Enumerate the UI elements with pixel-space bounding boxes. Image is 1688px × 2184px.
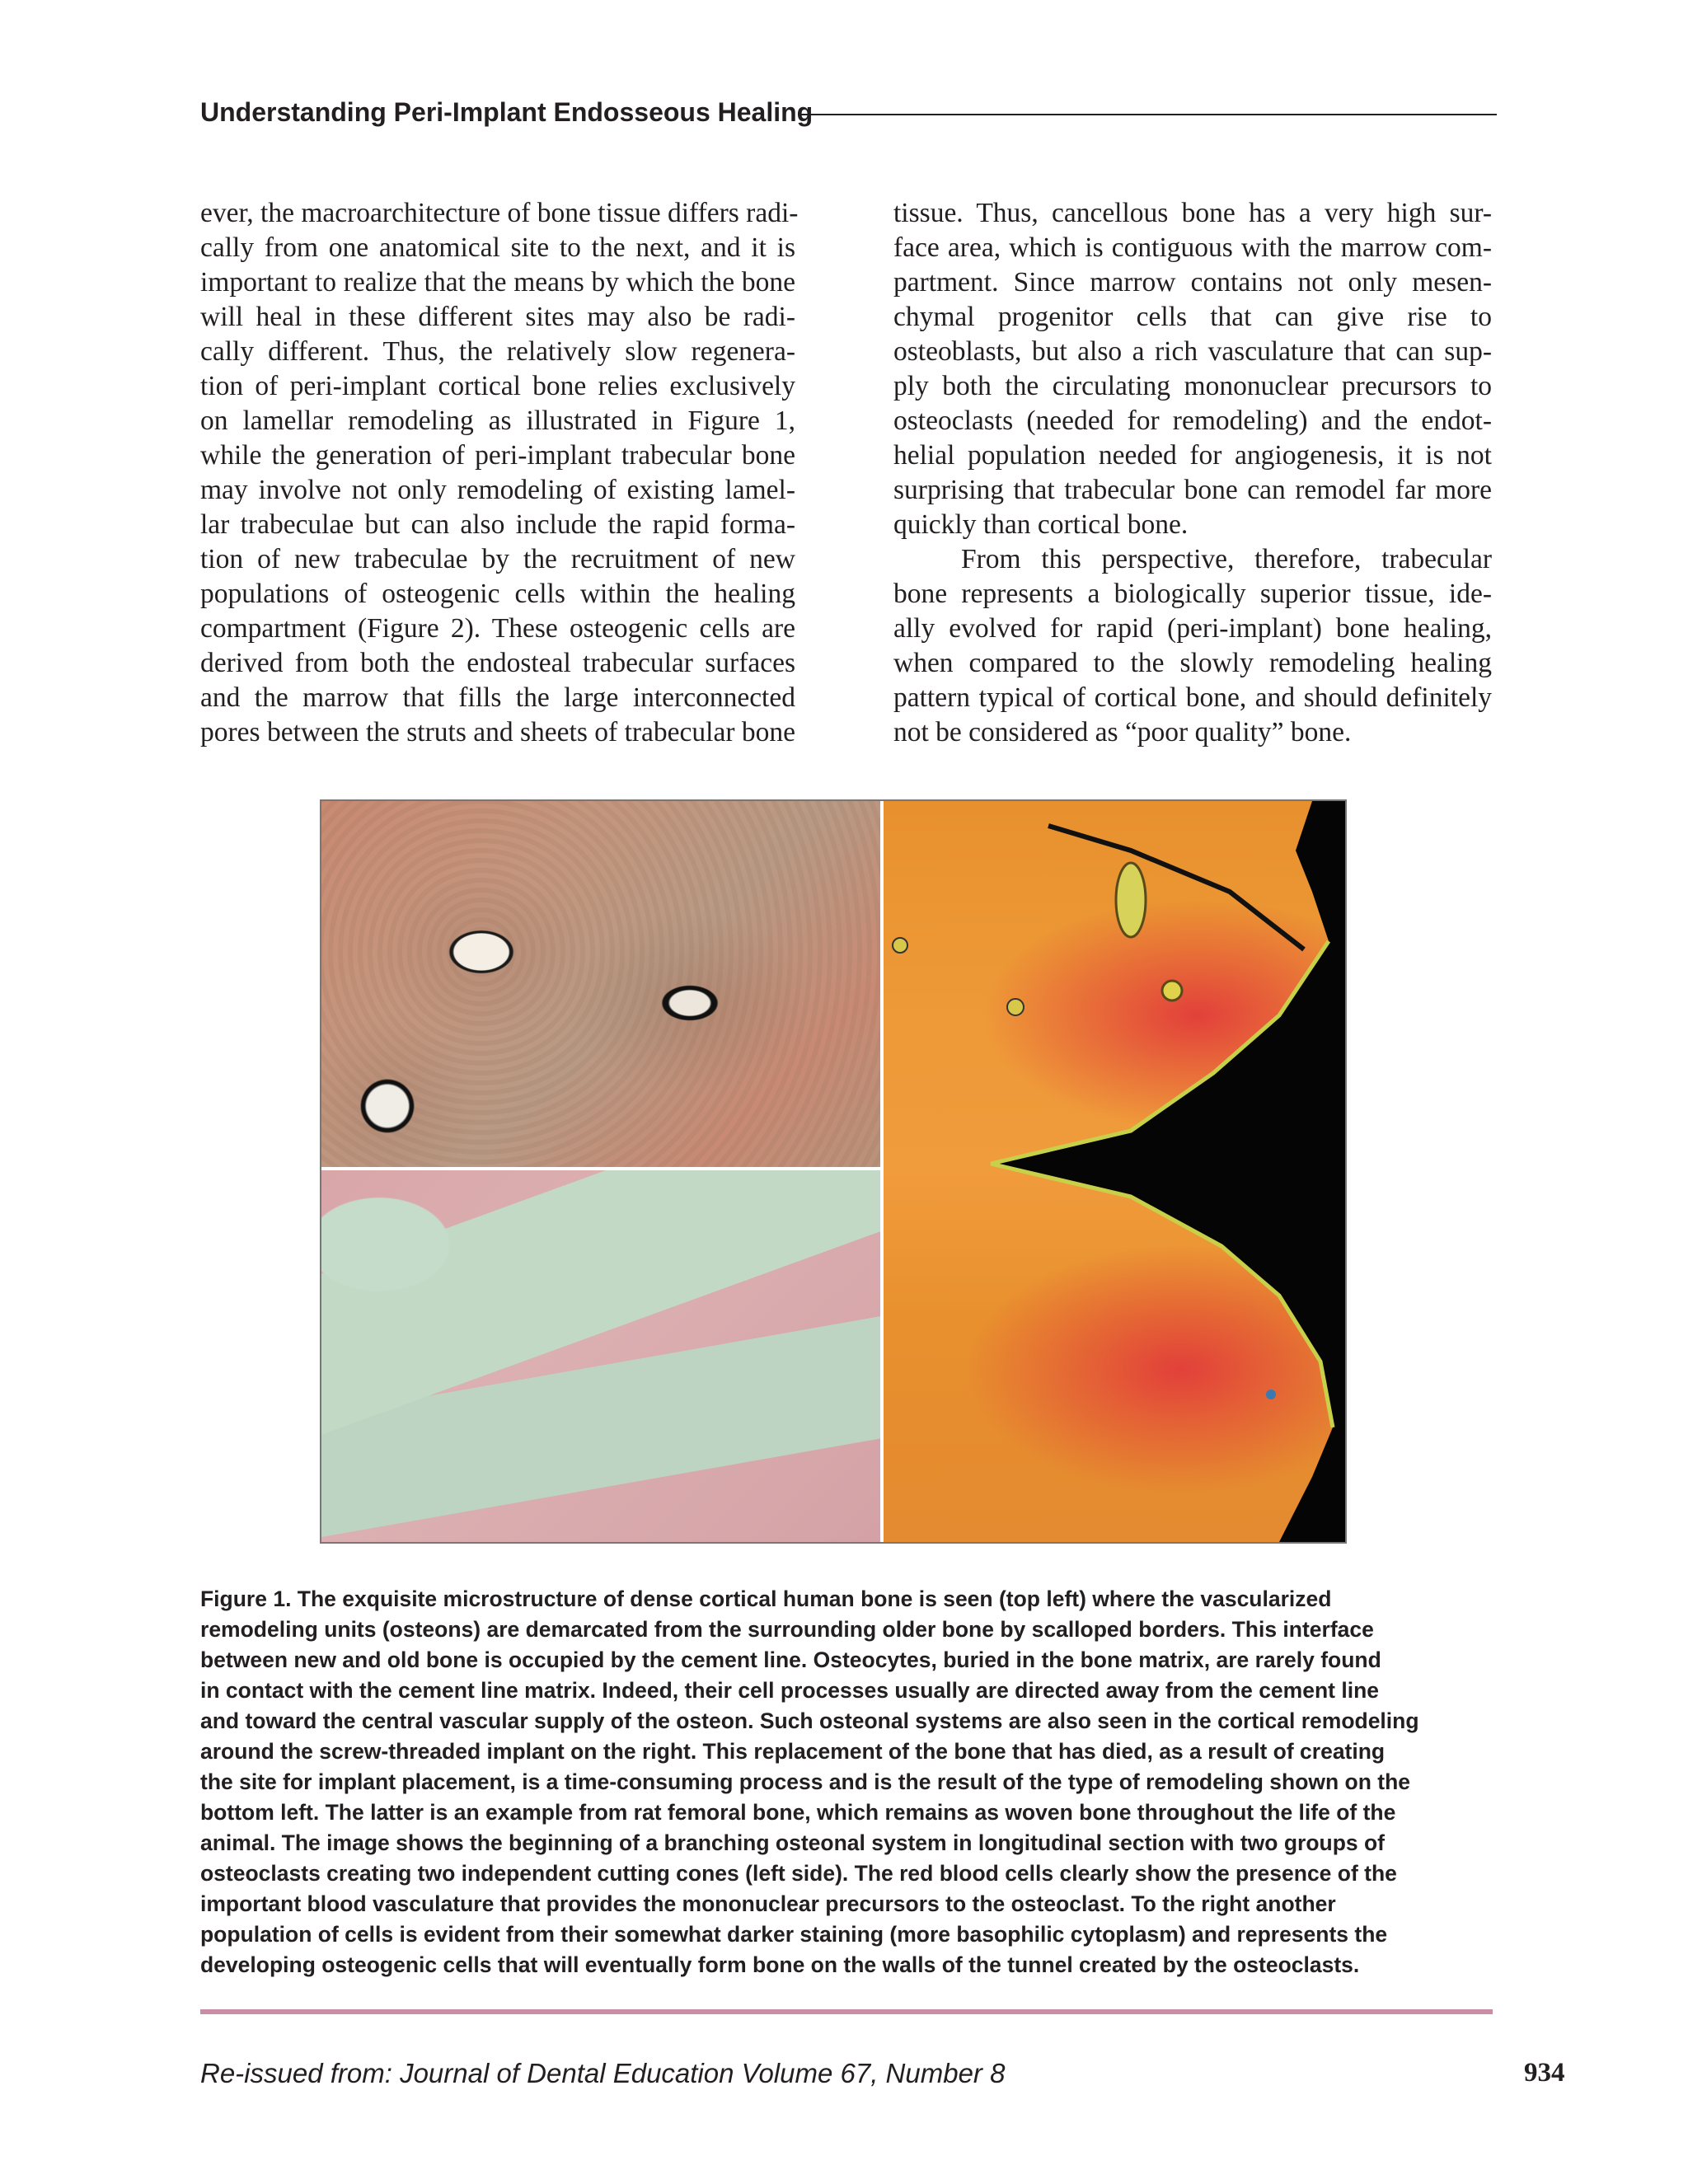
running-title: Understanding Peri-Implant Endosseous Healing bbox=[200, 97, 814, 127]
footer-source: Re-issued from: Journal of Dental Education Volume 67, Number 8 bbox=[200, 2058, 1006, 2088]
cortical-bone-osteons-micrograph bbox=[321, 801, 880, 1167]
text-line: osteoblasts, but also a rich vasculature that can sup- bbox=[893, 336, 1492, 367]
text-line: will heal in these different sites may also be radi- bbox=[200, 302, 795, 332]
rat-femoral-bone-cutting-cones-micrograph bbox=[321, 1170, 880, 1542]
text-line: helial population needed for angiogenesis, it is not bbox=[893, 440, 1492, 471]
screw-threaded-implant-micrograph bbox=[884, 801, 1345, 1542]
body-right-column bbox=[893, 196, 1492, 750]
caption-line: osteoclasts creating two independent cutting cones (left side). The red blood cells clearly show the presence of the bbox=[200, 1861, 1397, 1886]
text-line: From this perspective, therefore, trabecular bbox=[961, 544, 1492, 574]
caption-line: developing osteogenic cells that will eventually form bone on the walls of the tunnel created by the osteoclasts. bbox=[200, 1952, 1360, 1977]
text-line: may involve not only remodeling of existing lamel- bbox=[200, 475, 795, 505]
caption-line: the site for implant placement, is a time-consuming process and is the result of the type of remodeling shown on the bbox=[200, 1769, 1411, 1794]
text-line: compartment (Figure 2). These osteogenic cells are bbox=[200, 613, 795, 644]
header-rule bbox=[801, 114, 1497, 115]
text-line: bone represents a biologically superior tissue, ide- bbox=[893, 579, 1492, 609]
text-line: cally different. Thus, the relatively slow regenera- bbox=[200, 336, 795, 367]
text-line: derived from both the endosteal trabecular surfaces bbox=[200, 648, 795, 678]
text-line: important to realize that the means by which the bone bbox=[200, 267, 795, 298]
text-line: while the generation of peri-implant trabecular bone bbox=[200, 440, 795, 471]
text-line: tissue. Thus, cancellous bone has a very high sur- bbox=[893, 198, 1492, 228]
footer-rule bbox=[200, 2009, 1493, 2014]
caption-line: in contact with the cement line matrix. Indeed, their cell processes usually are directed away from the cement line bbox=[200, 1678, 1379, 1703]
text-line: cally from one anatomical site to the next, and it is bbox=[200, 232, 795, 263]
text-line: ally evolved for rapid (peri-implant) bone healing, bbox=[893, 613, 1492, 644]
text-line: quickly than cortical bone. bbox=[893, 509, 1189, 540]
text-line: on lamellar remodeling as illustrated in Figure 1, bbox=[200, 405, 795, 436]
panel-divider-vertical bbox=[880, 801, 884, 1542]
body-left-column bbox=[200, 196, 799, 750]
implant-thread-shapes bbox=[884, 801, 1345, 1542]
text-line: tion of peri-implant cortical bone relies exclusively bbox=[200, 371, 795, 401]
text-line: when compared to the slowly remodeling healing bbox=[893, 648, 1492, 678]
caption-line: bottom left. The latter is an example from rat femoral bone, which remains as woven bone throughout the life of the bbox=[200, 1800, 1396, 1825]
caption-line: population of cells is evident from their somewhat darker staining (more basophilic cytoplasm) and represents the bbox=[200, 1922, 1388, 1947]
text-line: tion of new trabeculae by the recruitment of new bbox=[200, 544, 795, 574]
caption-line: around the screw-threaded implant on the right. This replacement of the bone that has died, as a result of creating bbox=[200, 1739, 1386, 1764]
text-line: lar trabeculae but can also include the rapid forma- bbox=[200, 509, 795, 540]
caption-line: and toward the central vascular supply of the osteon. Such osteonal systems are also seen in the cortical remodeling bbox=[200, 1708, 1419, 1733]
caption-line: animal. The image shows the beginning of a branching osteonal system in longitudinal section with two groups of bbox=[200, 1830, 1386, 1855]
text-line: populations of osteogenic cells within the healing bbox=[200, 579, 795, 609]
text-line: not be considered as “poor quality” bone. bbox=[893, 717, 1352, 748]
caption-line: between new and old bone is occupied by the cement line. Osteocytes, buried in the bone matrix, are rarely found bbox=[200, 1647, 1381, 1672]
text-line: ever, the macroarchitecture of bone tissue differs radi- bbox=[200, 198, 799, 228]
panel-divider-horizontal bbox=[321, 1167, 880, 1170]
text-line: pattern typical of cortical bone, and should definitely bbox=[893, 682, 1492, 713]
text-line: osteoclasts (needed for remodeling) and the endot- bbox=[893, 405, 1492, 436]
page-number: 934 bbox=[1524, 2058, 1565, 2088]
text-line: partment. Since marrow contains not only mesen- bbox=[893, 267, 1492, 298]
text-line: ply both the circulating mononuclear precursors to bbox=[893, 371, 1492, 401]
text-line: face area, which is contiguous with the marrow com- bbox=[893, 232, 1492, 263]
text-line: surprising that trabecular bone can remodel far more bbox=[893, 475, 1492, 505]
text-line: pores between the struts and sheets of trabecular bone bbox=[200, 717, 795, 748]
figure-caption bbox=[200, 1584, 1494, 1980]
caption-line: remodeling units (osteons) are demarcated from the surrounding older bone by scalloped borders. This interface bbox=[200, 1617, 1374, 1642]
text-line: chymal progenitor cells that can give rise to bbox=[893, 302, 1492, 332]
caption-line: important blood vasculature that provides the mononuclear precursors to the osteoclast. To the right another bbox=[200, 1891, 1336, 1916]
text-line: and the marrow that fills the large interconnected bbox=[200, 682, 795, 713]
caption-line: Figure 1. The exquisite microstructure of dense cortical human bone is seen (top left) where the vascularized bbox=[200, 1586, 1332, 1611]
figure-1 bbox=[320, 799, 1347, 1544]
